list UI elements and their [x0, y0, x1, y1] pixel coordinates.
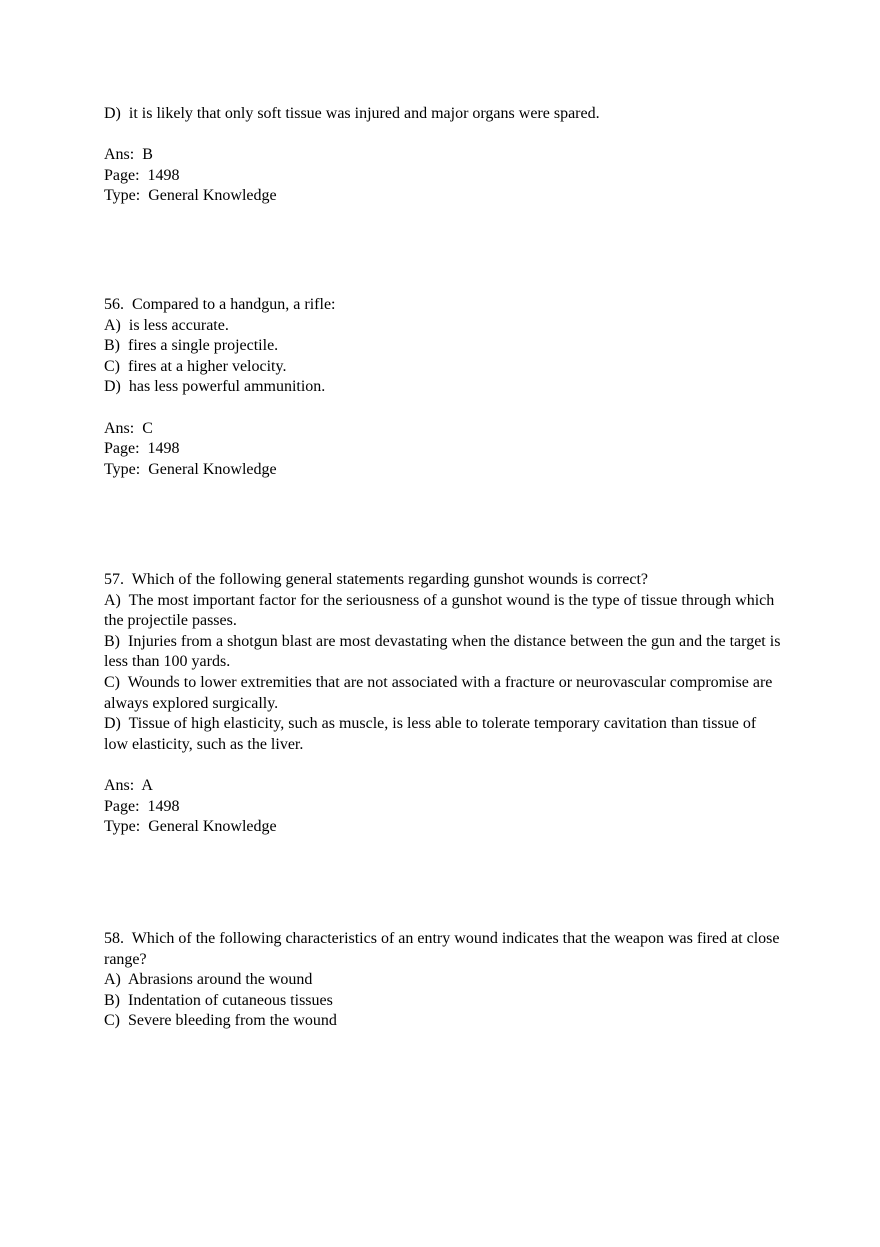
q55-answer: Ans: B	[104, 146, 153, 164]
q58-option-b: B) Indentation of cutaneous tissues	[104, 991, 333, 1009]
q57-option-a: A) The most important factor for the seriousness of a gunshot wound is the type of tissue through which the projectile passes.	[104, 591, 779, 630]
q55-type: Type: General Knowledge	[104, 187, 277, 205]
question-57	[104, 570, 784, 838]
q56-option-b: B) fires a single projectile.	[104, 337, 279, 355]
q56-option-a: A) is less accurate.	[104, 316, 229, 334]
q58-option-c: C) Severe bleeding from the wound	[104, 1012, 337, 1030]
q56-option-c: C) fires at a higher velocity.	[104, 357, 287, 375]
q57-option-b: B) Injuries from a shotgun blast are most devastating when the distance between the gun and the target is less than 100 yards.	[104, 632, 785, 671]
q57-option-d: D) Tissue of high elasticity, such as muscle, is less able to tolerate temporary cavitation than tissue of low elasticity, such as the liver.	[104, 715, 761, 753]
q56-type: Type: General Knowledge	[104, 460, 277, 478]
question-58	[104, 929, 784, 1032]
q56-answer: Ans: C	[104, 419, 153, 437]
q56-stem: 56. Compared to a handgun, a rifle:	[104, 296, 336, 313]
q57-answer: Ans: A	[104, 776, 153, 794]
q55-option-d: D) it is likely that only soft tissue was injured and major organs were spared.	[104, 105, 600, 122]
q58-stem: 58. Which of the following characteristics of an entry wound indicates that the weapon was fired at close range?	[104, 930, 784, 968]
q55-page: Page: 1498	[104, 166, 180, 184]
q58-option-a: A) Abrasions around the wound	[104, 971, 313, 989]
q57-type: Type: General Knowledge	[104, 818, 277, 836]
q56-option-d: D) has less powerful ammunition.	[104, 378, 326, 396]
q57-page: Page: 1498	[104, 797, 180, 815]
q57-stem: 57. Which of the following general statements regarding gunshot wounds is correct?	[104, 571, 649, 588]
question-55-tail	[104, 104, 784, 207]
q57-option-c: C) Wounds to lower extremities that are not associated with a fracture or neurovascular compromise are always explored surgically.	[104, 673, 777, 712]
q56-page: Page: 1498	[104, 440, 180, 458]
question-56	[104, 295, 784, 480]
